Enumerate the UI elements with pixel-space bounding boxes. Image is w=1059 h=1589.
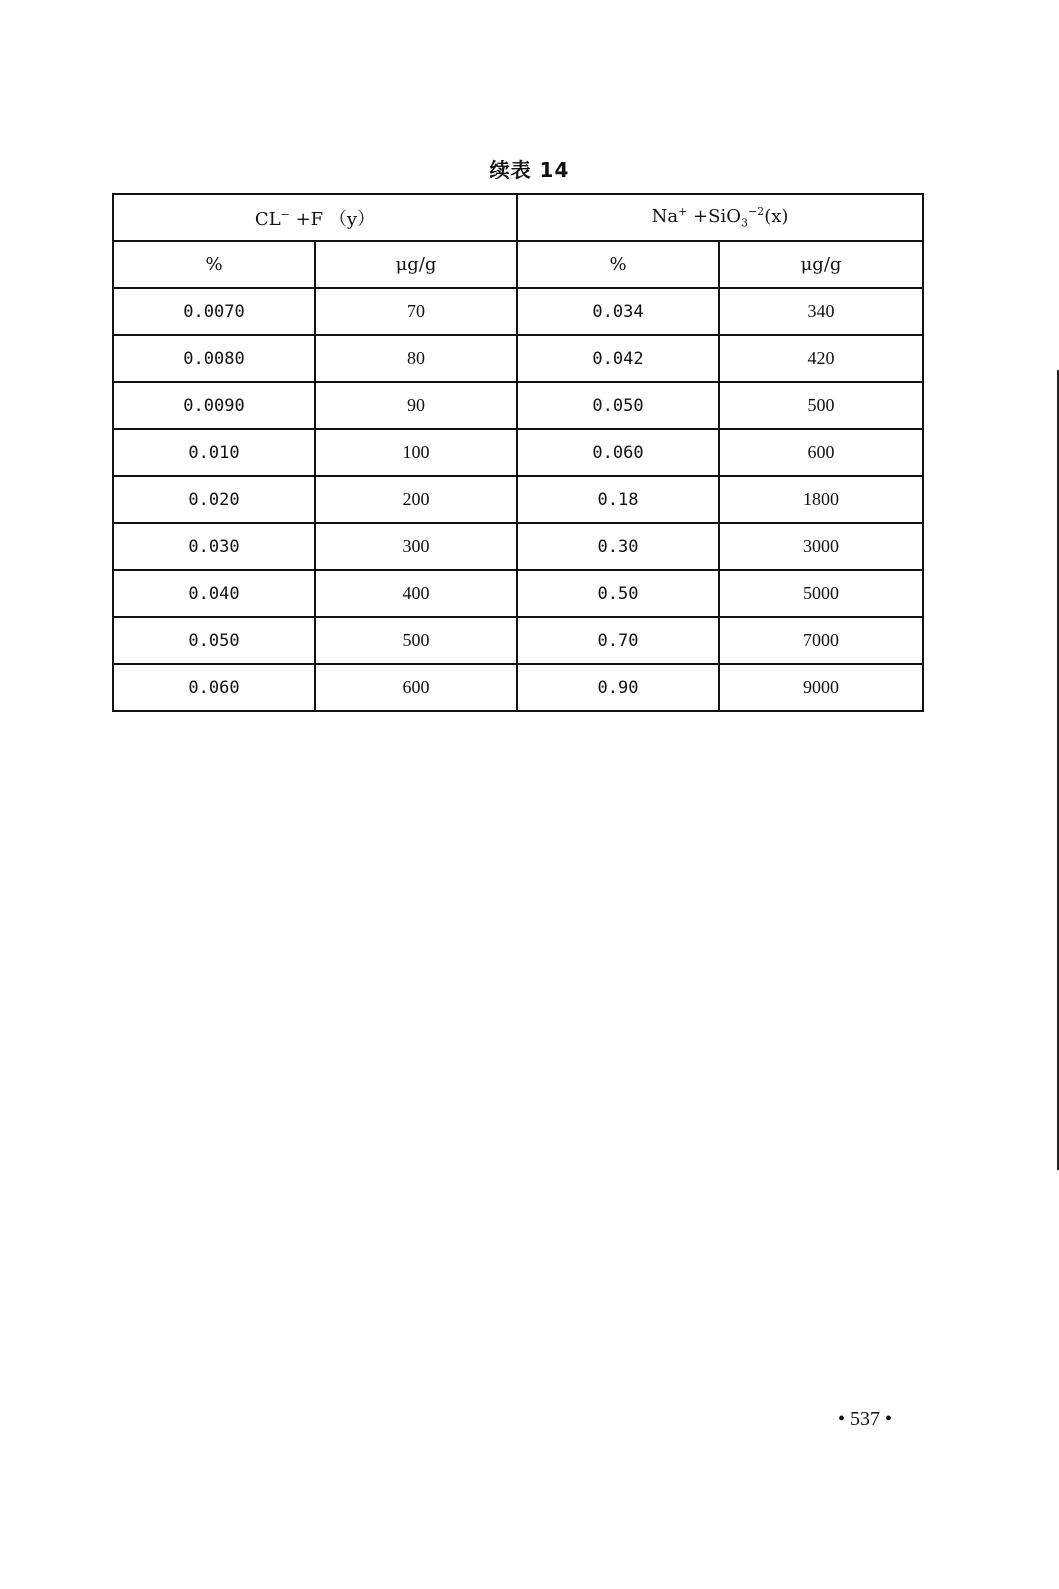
unit-header: μg/g: [315, 241, 517, 288]
table-cell: 600: [315, 664, 517, 711]
table-row: [113, 288, 923, 335]
table-cell: 400: [315, 570, 517, 617]
unit-header-row: [113, 241, 923, 288]
table-cell: 0.050: [517, 382, 719, 429]
table-cell: 100: [315, 429, 517, 476]
table-cell: 70: [315, 288, 517, 335]
table-cell: 1800: [719, 476, 923, 523]
table-row: [113, 570, 923, 617]
table-cell: 9000: [719, 664, 923, 711]
table-cell: 340: [719, 288, 923, 335]
table-cell: 500: [315, 617, 517, 664]
table-row: [113, 617, 923, 664]
table-cell: 500: [719, 382, 923, 429]
table-cell: 3000: [719, 523, 923, 570]
table-cell: 300: [315, 523, 517, 570]
table-row: [113, 476, 923, 523]
table-cell: 7000: [719, 617, 923, 664]
group-header-na-sio3: Na+ +SiO$_3^{-2}$(x): [517, 194, 923, 241]
unit-header: %: [517, 241, 719, 288]
page-number: • 537 •: [837, 1408, 892, 1430]
table-cell: 420: [719, 335, 923, 382]
table-cell: 0.060: [517, 429, 719, 476]
table-cell: 0.0070: [113, 288, 315, 335]
conversion-table: [112, 193, 924, 712]
table-cell: 0.18: [517, 476, 719, 523]
table-row: [113, 335, 923, 382]
table-cell: 90: [315, 382, 517, 429]
unit-header: μg/g: [719, 241, 923, 288]
table-row: [113, 523, 923, 570]
table-cell: 0.30: [517, 523, 719, 570]
table-cell: 200: [315, 476, 517, 523]
table-caption: 续表 14: [489, 158, 570, 182]
table-cell: 0.042: [517, 335, 719, 382]
group-header-row: [113, 194, 923, 241]
table-cell: 0.010: [113, 429, 315, 476]
table-cell: 0.90: [517, 664, 719, 711]
table-cell: 0.060: [113, 664, 315, 711]
table-cell: 0.050: [113, 617, 315, 664]
table-cell: 0.034: [517, 288, 719, 335]
table-cell: 0.040: [113, 570, 315, 617]
table-cell: 5000: [719, 570, 923, 617]
table-cell: 0.0090: [113, 382, 315, 429]
table-row: [113, 429, 923, 476]
table-cell: 0.030: [113, 523, 315, 570]
table-cell: 0.70: [517, 617, 719, 664]
group-header-cl-f: CL− +F （y）: [113, 194, 517, 241]
table-cell: 0.0080: [113, 335, 315, 382]
table-row: [113, 382, 923, 429]
table-row: [113, 664, 923, 711]
table-cell: 0.50: [517, 570, 719, 617]
table-cell: 600: [719, 429, 923, 476]
unit-header: %: [113, 241, 315, 288]
table-cell: 0.020: [113, 476, 315, 523]
table-cell: 80: [315, 335, 517, 382]
